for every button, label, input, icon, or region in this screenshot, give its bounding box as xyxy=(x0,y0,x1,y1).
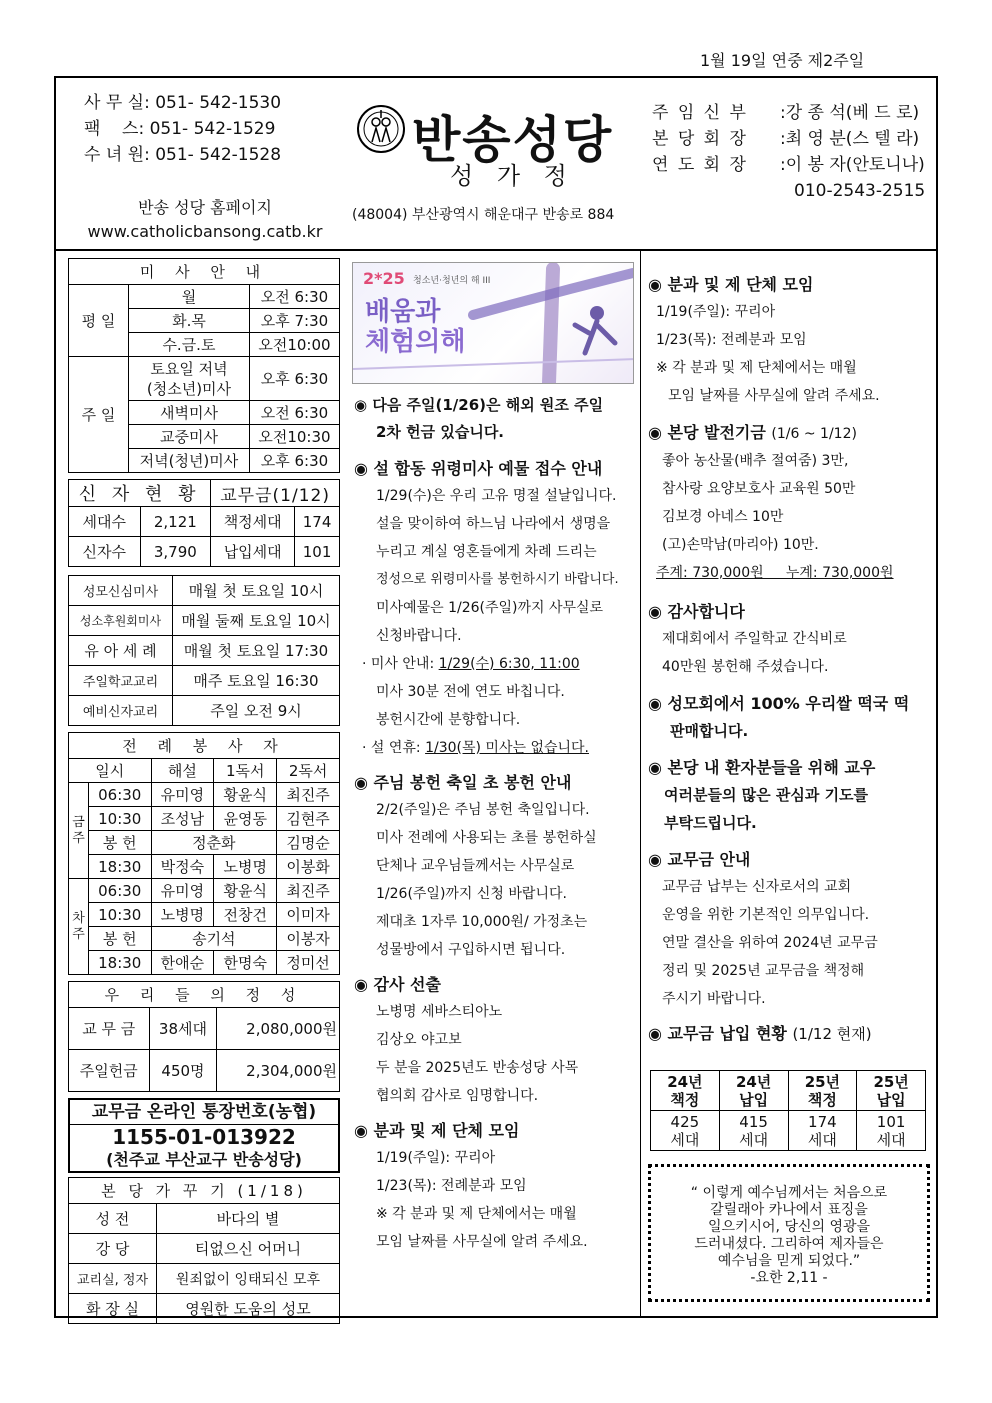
mass-title: 미 사 안 내 xyxy=(69,259,340,285)
server-name: 정춘화 xyxy=(151,831,277,855)
schedule-value: 매월 첫 토요일 17:30 xyxy=(173,636,340,666)
article-line: 신청바랍니다. xyxy=(376,628,462,644)
stat-label: 세대수 xyxy=(69,507,141,537)
finance-label: 교 무 금 xyxy=(69,1008,150,1050)
article-line: 1/26(주일)까지 신청 바랍니다. xyxy=(376,886,567,902)
stat-value: 3,790 xyxy=(140,537,211,567)
mass-table xyxy=(68,258,340,473)
article-dues-info xyxy=(648,847,930,1013)
server-time: 10:30 xyxy=(89,807,152,831)
finance-count: 450명 xyxy=(149,1050,217,1092)
schedule-label: 예비신자교리 xyxy=(69,696,173,726)
cleaning-title: 본 당 가 꾸 기 (1/18) xyxy=(69,1178,340,1204)
stat-value: 174 xyxy=(295,507,340,537)
server-time: 봉 헌 xyxy=(89,927,152,951)
banner-tag: 청소년·청년의 해 III xyxy=(413,276,491,286)
server-time: 10:30 xyxy=(89,903,152,927)
article-line: 2/2(주일)은 주님 봉헌 축일입니다. xyxy=(376,802,590,818)
nuns-phone: 수 녀 원: 051- 542-1528 xyxy=(84,145,282,165)
server-name: 최진주 xyxy=(277,879,340,903)
dues-value: 101 세대 xyxy=(857,1111,926,1151)
dues-value: 415 세대 xyxy=(719,1111,788,1151)
account-owner: (천주교 부산교구 반송성당) xyxy=(106,1150,302,1169)
schedule-value: 매주 토요일 16:30 xyxy=(173,666,340,696)
server-time: 18:30 xyxy=(89,951,152,975)
finance-amount: 2,304,000원 xyxy=(217,1050,340,1092)
church-name: 반송성당 xyxy=(412,110,614,169)
stat-label: 납입세대 xyxy=(211,537,295,567)
article-line: · 미사 안내: 1/29(수) 6:30, 11:00 xyxy=(362,656,580,672)
article-title: ◉ 설 합동 위령미사 예물 접수 안내 xyxy=(354,456,638,482)
article-title: ◉ 감사합니다 xyxy=(648,599,930,625)
stat-label: 신자수 xyxy=(69,537,141,567)
church-address: (48004) 부산광역시 해운대구 반송로 884 xyxy=(352,207,615,223)
homepage-link[interactable]: www.catholicbansong.catb.kr xyxy=(87,222,323,241)
schedule-label: 성모신심미사 xyxy=(69,576,173,606)
server-name: 한명숙 xyxy=(214,951,277,975)
mass-time: 오후 6:30 xyxy=(249,357,339,401)
server-time: 06:30 xyxy=(89,783,152,807)
dues-title: 교무금(1/12) xyxy=(211,480,340,507)
article-line: 1/19(주일): 꾸리아 xyxy=(656,304,776,320)
article-line: 1/23(목): 전례분과 모임 xyxy=(656,332,807,348)
article-line: 모임 날짜를 사무실에 알려 주세요. xyxy=(376,1234,588,1250)
cleaning-place: 화 장 실 xyxy=(69,1294,157,1324)
server-name: 한애순 xyxy=(151,951,214,975)
mass-time: 오후 7:30 xyxy=(249,309,339,333)
article-thanks xyxy=(648,599,930,681)
fax-number: 팩 스: 051- 542-1529 xyxy=(84,119,276,139)
staff-phone: 010-2543-2515 xyxy=(794,181,926,201)
article-line: 성물방에서 구입하시면 됩니다. xyxy=(376,942,566,958)
article-line: 1/19(주일): 꾸리아 xyxy=(376,1150,496,1166)
servers-header: 해설 xyxy=(151,759,214,783)
server-name: 노병명 xyxy=(151,903,214,927)
article-line: 여러분들의 많은 관심과 기도를 xyxy=(664,786,869,804)
fund-total: 주계: 730,000원 누계: 730,000원 xyxy=(656,565,894,581)
cleaning-group: 원죄없이 잉태되신 모후 xyxy=(157,1264,340,1294)
banner-line1: 배움과 xyxy=(365,297,441,327)
server-name: 조성남 xyxy=(151,807,214,831)
mass-day: 교중미사 xyxy=(129,425,250,449)
article-dues-status xyxy=(648,1021,930,1047)
article-group-meetings xyxy=(354,1118,638,1256)
server-time: 06:30 xyxy=(89,879,152,903)
article-title: ◉ 교무금 납입 현황 (1/12 현재) xyxy=(648,1021,930,1047)
schedule-label: 유 아 세 례 xyxy=(69,636,173,666)
banner-line2: 체험의해 xyxy=(365,327,466,357)
server-name: 박정숙 xyxy=(151,855,214,879)
church-logo-icon xyxy=(356,104,406,154)
article-line: 미사 30분 전에 연도 바칩니다. xyxy=(376,684,565,700)
article-line: 2차 헌금 있습니다. xyxy=(376,423,505,441)
article-candle-offering xyxy=(354,770,638,964)
mass-day: 화.목 xyxy=(129,309,250,333)
finance-label: 주일헌금 xyxy=(69,1050,150,1092)
article-auditor xyxy=(354,972,638,1110)
article-overseas-aid xyxy=(354,392,638,446)
column-divider xyxy=(640,250,641,1318)
server-name: 전창건 xyxy=(214,903,277,927)
finance-title: 우 리 들 의 정 성 xyxy=(69,982,340,1008)
article-line: 단체나 교우님들께서는 사무실로 xyxy=(376,858,575,874)
article-line: 협의회 감사로 임명합니다. xyxy=(376,1088,539,1104)
dues-value: 425 세대 xyxy=(651,1111,720,1151)
account-box xyxy=(68,1098,340,1173)
article-line: 설을 맞이하여 하느님 나라에서 생명을 xyxy=(376,516,611,532)
servers-header: 2독서 xyxy=(277,759,340,783)
staff-row: 주 임 신 부 :강 종 석(베 드 로) xyxy=(652,103,920,123)
staff-row: 본 당 회 장 :최 영 분(스 텔 라) xyxy=(652,129,920,149)
cleaning-table xyxy=(68,1177,340,1324)
article-line: ※ 각 분과 및 제 단체에서는 매월 xyxy=(656,360,857,376)
server-name: 김명순 xyxy=(277,831,340,855)
mass-day: 저녁(청년)미사 xyxy=(129,449,250,473)
article-title: ◉ 교무금 안내 xyxy=(648,847,930,873)
finance-table xyxy=(68,981,340,1092)
staff-row: 연 도 회 장 :이 봉 자(안토니나) xyxy=(652,155,925,175)
server-name: 유미영 xyxy=(151,783,214,807)
servers-table xyxy=(68,732,340,975)
article-rice-cake xyxy=(648,691,930,745)
article-line: · 설 연휴: 1/30(목) 미사는 없습니다. xyxy=(362,740,589,756)
dues-header: 24년 납입 xyxy=(719,1071,788,1111)
contact-block xyxy=(84,90,281,168)
schedule-value: 매월 첫 토요일 10시 xyxy=(173,576,340,606)
office-phone: 사 무 실: 051- 542-1530 xyxy=(84,93,282,113)
article-title: ◉ 본당 발전기금 (1/6 ~ 1/12) xyxy=(648,420,930,447)
dues-status-table xyxy=(650,1070,926,1151)
quote-line: “ 이렇게 예수님께서는 처음으로 xyxy=(690,1185,888,1201)
article-line: 제대초 1자루 10,000원/ 가정초는 xyxy=(376,914,588,930)
server-name: 정미선 xyxy=(277,951,340,975)
right-articles xyxy=(648,272,930,1047)
quote-line: 일으키시어, 당신의 영광을 xyxy=(707,1219,871,1235)
server-name: 윤영동 xyxy=(214,807,277,831)
dues-header: 25년 책정 xyxy=(788,1071,857,1111)
server-name: 유미영 xyxy=(151,879,214,903)
article-line: 정성으로 위령미사를 봉헌하시기 바랍니다. xyxy=(376,572,619,587)
article-line: 김보경 아네스 10만 xyxy=(662,509,784,525)
server-name: 이봉화 xyxy=(277,855,340,879)
finance-count: 38세대 xyxy=(149,1008,217,1050)
server-name: 김현주 xyxy=(277,807,340,831)
church-subtitle: 성 가 정 xyxy=(450,162,575,190)
quote-source: -요한 2,11 - xyxy=(750,1270,828,1286)
server-name: 최진주 xyxy=(277,783,340,807)
article-prayer xyxy=(648,755,930,837)
server-name: 황윤식 xyxy=(214,879,277,903)
article-line: 모임 날짜를 사무실에 알려 주세요. xyxy=(668,388,880,404)
mass-day: 새벽미사 xyxy=(129,401,250,425)
article-line: 미사 전례에 사용되는 초를 봉헌하실 xyxy=(376,830,597,846)
dues-header: 24년 책정 xyxy=(651,1071,720,1111)
mass-day: 월 xyxy=(129,285,250,309)
finance-amount: 2,080,000원 xyxy=(217,1008,340,1050)
article-line: 참사랑 요양보호사 교육원 50만 xyxy=(662,481,856,497)
mass-time: 오후 6:30 xyxy=(249,449,339,473)
account-number: 1155-01-013922 xyxy=(112,1125,296,1149)
server-name: 황윤식 xyxy=(214,783,277,807)
server-name: 송기석 xyxy=(151,927,277,951)
banner-year: 2*25 xyxy=(363,269,405,288)
schedule-label: 성소후원회미사 xyxy=(69,606,173,636)
sunday-label: 주 일 xyxy=(69,357,129,473)
article-line: 노병명 세바스티아노 xyxy=(376,1004,503,1020)
article-line: 미사예물은 1/26(주일)까지 사무실로 xyxy=(376,600,604,616)
article-line: 판매합니다. xyxy=(670,722,749,740)
dues-header: 25년 납입 xyxy=(857,1071,926,1111)
mass-day: 수.금.토 xyxy=(129,333,250,357)
server-name: 이봉자 xyxy=(277,927,340,951)
article-line: ※ 각 분과 및 제 단체에서는 매월 xyxy=(376,1206,577,1222)
weekday-label: 평 일 xyxy=(69,285,129,357)
quote-line: 갈릴래아 카나에서 표징을 xyxy=(710,1202,868,1218)
scripture-quote-box xyxy=(648,1164,930,1302)
server-time: 18:30 xyxy=(89,855,152,879)
dues-value: 174 세대 xyxy=(788,1111,857,1151)
servers-header: 일시 xyxy=(69,759,152,783)
stat-label: 책정세대 xyxy=(211,507,295,537)
mass-time: 오전 6:30 xyxy=(249,285,339,309)
banner-image xyxy=(352,262,634,384)
article-line: 김상오 야고보 xyxy=(376,1032,462,1048)
account-title: 교무금 온라인 통장번호(농협) xyxy=(70,1100,338,1125)
article-line: 1/29(수)은 우리 고유 명절 설날입니다. xyxy=(376,488,617,504)
stat-value: 2,121 xyxy=(140,507,211,537)
article-line: 제대회에서 주일학교 간식비로 xyxy=(662,631,847,647)
server-name: 노병명 xyxy=(214,855,277,879)
article-line: 교무금 납부는 신자로서의 교회 xyxy=(662,879,852,895)
article-line: 부탁드립니다. xyxy=(664,814,757,832)
article-line: (고)손막남(마리아) 10만. xyxy=(662,537,819,553)
staff-block xyxy=(652,100,925,204)
article-line: 1/23(목): 전례분과 모임 xyxy=(376,1178,527,1194)
servers-title: 전 례 봉 사 자 xyxy=(69,733,340,759)
cleaning-place: 강 당 xyxy=(69,1234,157,1264)
article-title: ◉ 감사 선출 xyxy=(354,972,638,998)
servers-header: 1독서 xyxy=(214,759,277,783)
homepage-label: 반송 성당 홈페이지 xyxy=(138,198,272,217)
mass-time: 오전10:00 xyxy=(249,333,339,357)
article-line: 주시기 바랍니다. xyxy=(662,991,766,1007)
article-line: 연말 결산을 위하여 2024년 교무금 xyxy=(662,935,878,951)
mass-day: 토요일 저녁 (청소년)미사 xyxy=(129,357,250,401)
schedule-value: 주일 오전 9시 xyxy=(173,696,340,726)
next-week-label: 차주 xyxy=(69,879,89,975)
article-line: 두 분을 2025년도 반송성당 사목 xyxy=(376,1060,579,1076)
article-development-fund xyxy=(648,420,930,587)
article-title: ◉ 분과 및 제 단체 모임 xyxy=(354,1118,638,1144)
article-line: 봉헌시간에 분향합니다. xyxy=(376,712,521,728)
believers-title: 신 자 현 황 xyxy=(69,480,211,507)
article-title: ◉ 분과 및 제 단체 모임 xyxy=(648,272,930,298)
quote-line: 예수님을 믿게 되었다.” xyxy=(717,1253,861,1269)
article-line: 정리 및 2025년 교무금을 책정해 xyxy=(662,963,865,979)
article-line: 40만원 봉헌해 주셨습니다. xyxy=(662,659,829,675)
article-line: 운영을 위한 기본적인 의무입니다. xyxy=(662,907,870,923)
issue-date: 1월 19일 연중 제2주일 xyxy=(700,51,865,70)
cleaning-place: 성 전 xyxy=(69,1204,157,1234)
believers-table xyxy=(68,479,340,567)
article-memorial-mass xyxy=(354,456,638,762)
article-title: ◉ 다음 주일(1/26)은 해외 원조 주일 xyxy=(354,392,638,418)
article-title: ◉ 성모회에서 100% 우리쌀 떡국 떡 xyxy=(648,691,930,717)
cleaning-group: 티없으신 어머니 xyxy=(157,1234,340,1264)
article-line: 누리고 계실 영혼들에게 차례 드리는 xyxy=(376,544,597,560)
article-line: 좋아 농산물(배추 절여줌) 3만, xyxy=(662,453,849,469)
homepage-block xyxy=(70,196,340,244)
article-title: ◉ 본당 내 환자분들을 위해 교우 xyxy=(648,755,930,781)
cleaning-group: 바다의 별 xyxy=(157,1204,340,1234)
schedule-label: 주일학교교리 xyxy=(69,666,173,696)
server-time: 봉 헌 xyxy=(89,831,152,855)
mass-time: 오전 6:30 xyxy=(249,401,339,425)
server-name: 이미자 xyxy=(277,903,340,927)
article-title: ◉ 주님 봉헌 축일 초 봉헌 안내 xyxy=(354,770,638,796)
stat-value: 101 xyxy=(295,537,340,567)
left-column xyxy=(68,258,340,1324)
schedule-value: 매월 둘째 토요일 10시 xyxy=(173,606,340,636)
header-divider xyxy=(54,249,938,251)
mass-time: 오전10:30 xyxy=(249,425,339,449)
quote-line: 드러내셨다. 그리하여 제자들은 xyxy=(694,1236,884,1252)
middle-articles xyxy=(354,392,638,1256)
cleaning-place: 교리실, 정자 xyxy=(69,1264,157,1294)
schedule-table xyxy=(68,575,340,726)
this-week-label: 금주 xyxy=(69,783,89,879)
article-group-meetings-right xyxy=(648,272,930,410)
cleaning-group: 영원한 도움의 성모 xyxy=(157,1294,340,1324)
